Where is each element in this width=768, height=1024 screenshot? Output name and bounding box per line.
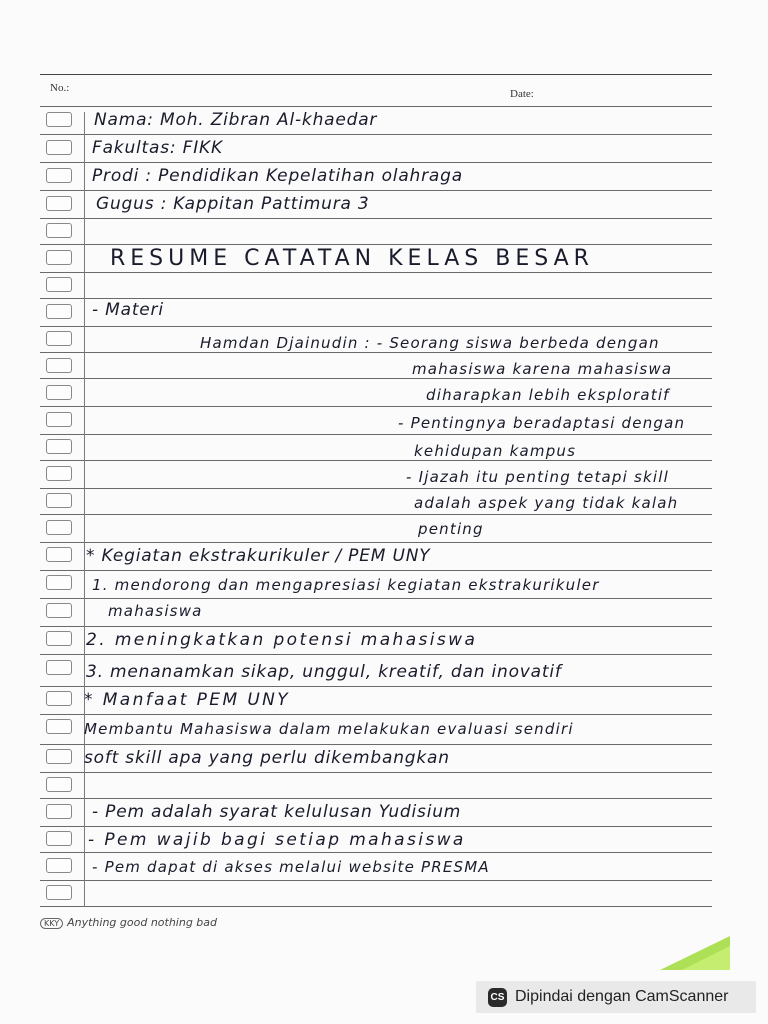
ruled-line <box>40 714 712 715</box>
camscanner-logo-icon: CS <box>488 988 507 1007</box>
ruled-line <box>40 272 712 273</box>
ruled-line <box>40 298 712 299</box>
binder-hole <box>46 603 72 618</box>
program-line: Prodi : Pendidikan Kepelatihan olahraga <box>92 166 463 186</box>
list-item: - Pem wajib bagi setiap mahasiswa <box>88 830 466 850</box>
binder-hole <box>46 140 72 155</box>
ruled-line <box>40 162 712 163</box>
ruled-line <box>40 514 712 515</box>
ruled-line <box>40 798 712 799</box>
section-heading-extracurricular: * Kegiatan ekstrakurikuler / PEM UNY <box>86 546 431 566</box>
binder-hole <box>46 439 72 454</box>
ruled-line <box>40 906 712 907</box>
ruled-line <box>40 326 712 327</box>
ruled-line <box>40 542 712 543</box>
list-item: - Pem adalah syarat kelulusan Yudisium <box>92 802 462 822</box>
binder-hole <box>46 168 72 183</box>
ruled-line <box>40 598 712 599</box>
ruled-line <box>40 626 712 627</box>
note-line: - Pentingnya beradaptasi dengan <box>398 414 686 432</box>
binder-hole <box>46 749 72 764</box>
camscanner-text: Dipindai dengan CamScanner <box>515 988 729 1005</box>
binder-hole <box>46 520 72 535</box>
binder-hole <box>46 885 72 900</box>
binder-hole <box>46 575 72 590</box>
binder-hole <box>46 358 72 373</box>
group-line: Gugus : Kappitan Pattimura 3 <box>96 194 370 214</box>
resume-heading: RESUME CATATAN KELAS BESAR <box>110 246 594 271</box>
camscanner-badge <box>476 981 756 1013</box>
margin-line <box>84 112 85 907</box>
no-label: No.: <box>50 82 70 94</box>
binder-hole <box>46 691 72 706</box>
ruled-line <box>40 190 712 191</box>
binder-hole <box>46 719 72 734</box>
note-line: adalah aspek yang tidak kalah <box>414 494 679 512</box>
section-heading-benefits: * Manfaat PEM UNY <box>84 690 291 710</box>
ruled-line <box>40 686 712 687</box>
binder-hole <box>46 277 72 292</box>
footer-tagline: Anything good nothing bad <box>67 916 218 929</box>
ruled-line <box>40 654 712 655</box>
binder-hole <box>46 223 72 238</box>
list-item: - Pem dapat di akses melalui website PRESMA <box>92 858 490 876</box>
binder-hole <box>46 858 72 873</box>
binder-hole <box>46 777 72 792</box>
ruled-line <box>40 744 712 745</box>
date-label: Date: <box>510 88 534 100</box>
binder-hole <box>46 493 72 508</box>
name-line: Nama: Moh. Zibran Al-khaedar <box>94 110 378 130</box>
ruled-line <box>40 826 712 827</box>
list-item: 1. mendorong dan mengapresiasi kegiatan ekstrakurikuler <box>92 576 600 594</box>
ruled-line <box>40 880 712 881</box>
ruled-line <box>40 488 712 489</box>
ruled-line <box>40 134 712 135</box>
note-line: Membantu Mahasiswa dalam melakukan evaluasi sendiri <box>84 720 574 738</box>
note-line: soft skill apa yang perlu dikembangkan <box>84 748 450 768</box>
notebook-footer <box>40 916 217 929</box>
ruled-line <box>40 772 712 773</box>
note-line: mahasiswa karena mahasiswa <box>412 360 673 378</box>
materi-label: - Materi <box>92 300 164 320</box>
binder-hole <box>46 631 72 646</box>
binder-hole <box>46 547 72 562</box>
faculty-line: Fakultas: FIKK <box>92 138 223 158</box>
binder-hole <box>46 250 72 265</box>
binder-hole <box>46 331 72 346</box>
ruled-line <box>40 218 712 219</box>
note-line: Hamdan Djainudin : - Seorang siswa berbeda dengan <box>200 334 660 352</box>
note-line: penting <box>418 520 484 538</box>
binder-hole <box>46 831 72 846</box>
ruled-line <box>40 378 712 379</box>
ruled-line <box>40 460 712 461</box>
binder-hole <box>46 660 72 675</box>
ruled-line <box>40 852 712 853</box>
page-corner-highlight <box>660 936 730 970</box>
binder-hole <box>46 385 72 400</box>
brand-logo-icon: KKY <box>40 918 63 929</box>
ruled-line <box>40 570 712 571</box>
ruled-line <box>40 434 712 435</box>
ruled-line <box>40 244 712 245</box>
note-line: - Ijazah itu penting tetapi skill <box>406 468 669 486</box>
binder-hole <box>46 466 72 481</box>
list-item: mahasiswa <box>108 602 203 620</box>
note-line: kehidupan kampus <box>414 442 577 460</box>
ruled-line <box>40 406 712 407</box>
top-rule <box>40 74 712 75</box>
binder-hole <box>46 804 72 819</box>
binder-hole <box>46 112 72 127</box>
binder-hole <box>46 412 72 427</box>
ruled-line <box>40 352 712 353</box>
binder-hole <box>46 304 72 319</box>
binder-hole <box>46 196 72 211</box>
ruled-line <box>40 106 712 107</box>
note-line: diharapkan lebih eksploratif <box>426 386 670 404</box>
list-item: 3. menanamkan sikap, unggul, kreatif, dan inovatif <box>86 662 562 682</box>
list-item: 2. meningkatkan potensi mahasiswa <box>86 630 478 650</box>
